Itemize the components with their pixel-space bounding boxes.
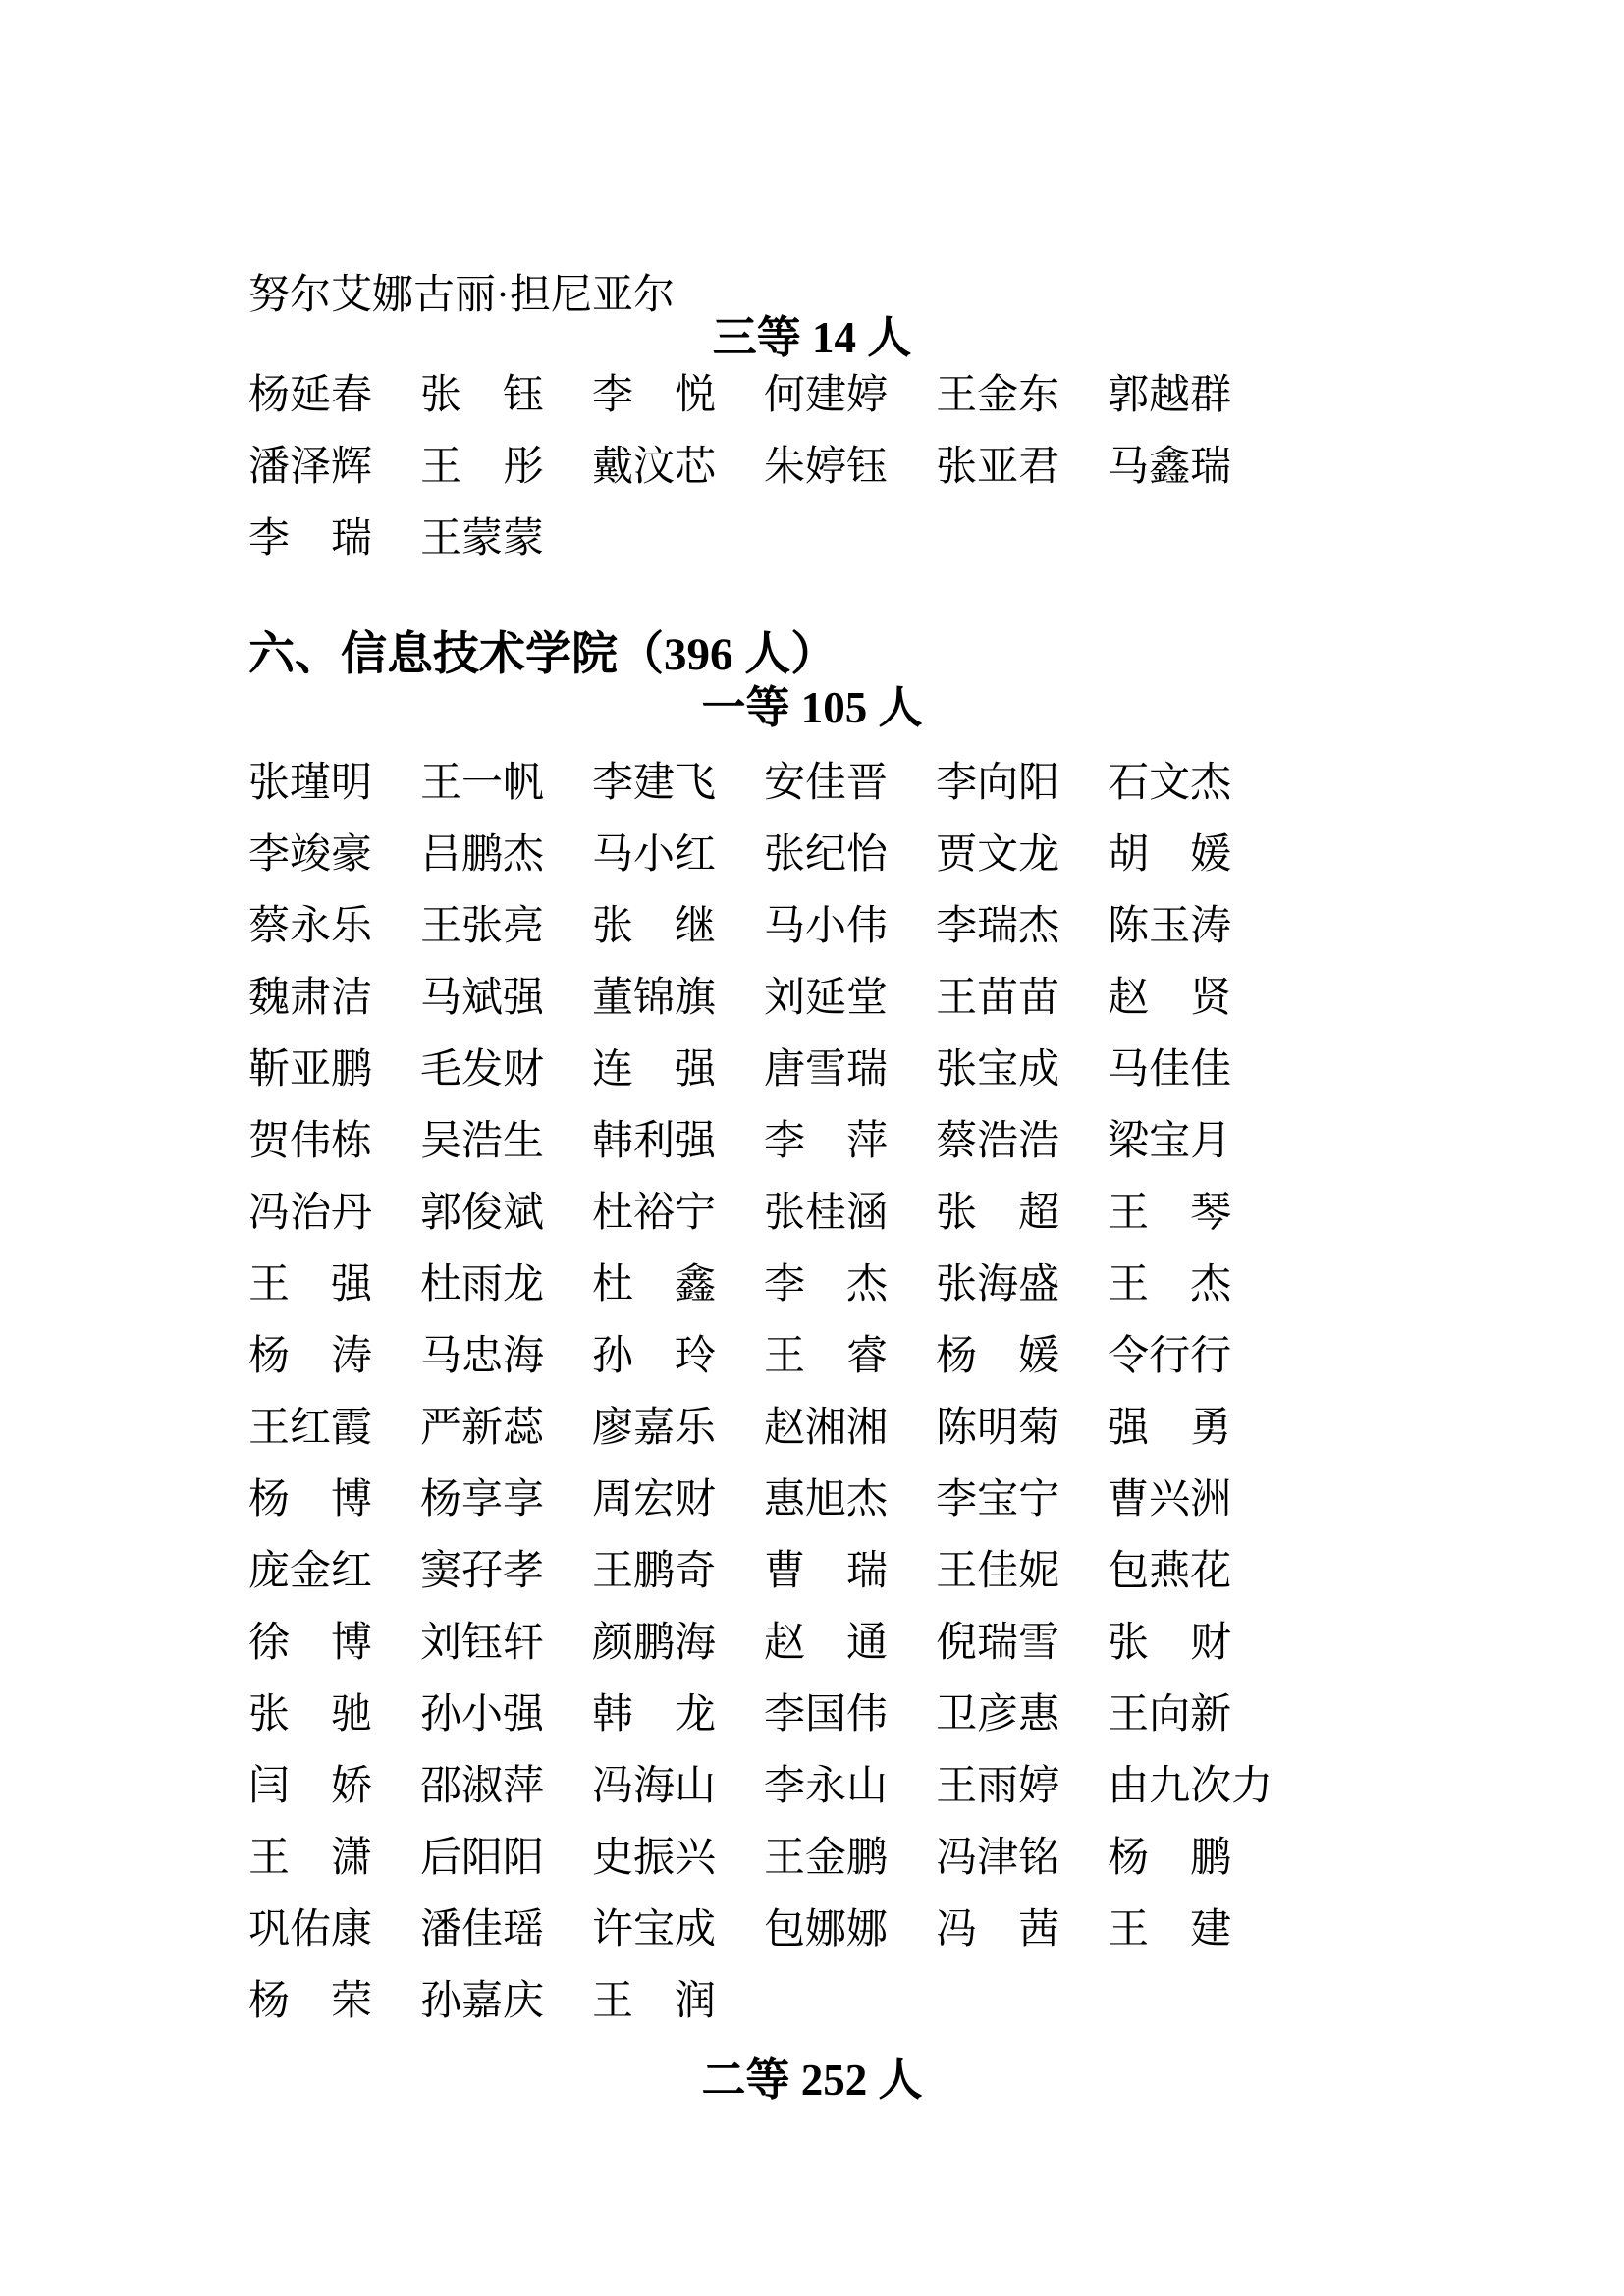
person-name: 陈明菊	[936, 1406, 1060, 1451]
person-name: 毛发财	[420, 1047, 545, 1093]
person-name: 严新蕊	[420, 1406, 545, 1451]
person-name: 石文杰	[1108, 761, 1232, 806]
person-name: 徐 博	[248, 1621, 373, 1666]
person-name: 张 钰	[420, 373, 545, 418]
person-name: 蔡永乐	[248, 904, 373, 949]
person-name: 张 驰	[248, 1692, 373, 1737]
second-class-heading: 二等 252 人	[701, 2056, 923, 2105]
person-name: 吴浩生	[420, 1119, 545, 1164]
person-name: 马小伟	[764, 904, 889, 949]
person-name: 连 强	[592, 1047, 717, 1093]
person-name: 冯治丹	[248, 1191, 373, 1236]
first-class-name-row	[248, 976, 1231, 1021]
person-name: 戴汶芯	[592, 445, 717, 490]
first-class-name-row	[248, 1262, 1231, 1308]
person-name: 令行行	[1108, 1334, 1232, 1379]
person-name: 李竣豪	[248, 832, 373, 878]
first-class-name-row	[248, 1692, 1231, 1737]
person-name: 邵淑萍	[420, 1764, 545, 1809]
third-class-name-row	[248, 373, 1231, 418]
person-name: 惠旭杰	[764, 1477, 889, 1522]
person-name: 张 财	[1108, 1621, 1232, 1666]
person-name: 王 睿	[764, 1334, 889, 1379]
person-name: 冯津铭	[936, 1836, 1060, 1881]
person-name: 郭俊斌	[420, 1191, 545, 1236]
person-name: 周宏财	[592, 1477, 717, 1522]
person-name: 李瑞杰	[936, 904, 1060, 949]
person-name: 杨 涛	[248, 1334, 373, 1379]
person-name: 张宝成	[936, 1047, 1060, 1093]
person-name: 马忠海	[420, 1334, 545, 1379]
person-name: 潘佳瑶	[420, 1907, 545, 1952]
person-name: 贺伟栋	[248, 1119, 373, 1164]
person-name: 孙 玲	[592, 1334, 717, 1379]
person-name: 倪瑞雪	[936, 1621, 1060, 1666]
person-name: 王鹏奇	[592, 1549, 717, 1594]
person-name: 冯海山	[592, 1764, 717, 1809]
person-name: 包燕花	[1108, 1549, 1232, 1594]
person-name: 王 琴	[1108, 1191, 1232, 1236]
first-class-name-row	[248, 761, 1231, 806]
person-name: 杜 鑫	[592, 1262, 717, 1308]
person-name: 吕鹏杰	[420, 832, 545, 878]
person-name: 张桂涵	[764, 1191, 889, 1236]
person-name: 赵 通	[764, 1621, 889, 1666]
first-class-name-row	[248, 1334, 1231, 1379]
person-name: 杨 荣	[248, 1979, 373, 2024]
person-name: 颜鹏海	[592, 1621, 717, 1666]
first-class-name-row	[248, 1406, 1231, 1451]
leading-name: 努尔艾娜古丽·担尼亚尔	[248, 273, 675, 318]
person-name: 杜雨龙	[420, 1262, 545, 1308]
person-name: 马斌强	[420, 976, 545, 1021]
person-name: 强 勇	[1108, 1406, 1232, 1451]
college-heading: 六、信息技术学院（396 人）	[248, 629, 838, 680]
person-name: 梁宝月	[1108, 1119, 1232, 1164]
person-name: 王苗苗	[936, 976, 1060, 1021]
first-class-name-row	[248, 832, 1231, 878]
person-name: 张瑾明	[248, 761, 373, 806]
person-name: 孙嘉庆	[420, 1979, 545, 2024]
first-class-name-row	[248, 1979, 716, 2024]
person-name: 孙小强	[420, 1692, 545, 1737]
first-class-name-row	[248, 1047, 1231, 1093]
person-name: 曹兴洲	[1108, 1477, 1232, 1522]
person-name: 杨 媛	[936, 1334, 1060, 1379]
person-name: 陈玉涛	[1108, 904, 1232, 949]
person-name: 靳亚鹏	[248, 1047, 373, 1093]
first-class-name-row	[248, 1549, 1231, 1594]
person-name: 张亚君	[936, 445, 1060, 490]
person-name: 王雨婷	[936, 1764, 1060, 1809]
person-name: 廖嘉乐	[592, 1406, 717, 1451]
person-name: 朱婷钰	[764, 445, 889, 490]
person-name: 魏肃洁	[248, 976, 373, 1021]
first-class-name-row	[248, 1621, 1231, 1666]
person-name: 李宝宁	[936, 1477, 1060, 1522]
person-name: 赵湘湘	[764, 1406, 889, 1451]
person-name: 李 萍	[764, 1119, 889, 1164]
person-name: 郭越群	[1108, 373, 1232, 418]
person-name: 杨享享	[420, 1477, 545, 1522]
person-name: 蔡浩浩	[936, 1119, 1060, 1164]
person-name: 韩利强	[592, 1119, 717, 1164]
person-name: 王 彤	[420, 445, 545, 490]
person-name: 庞金红	[248, 1549, 373, 1594]
person-name: 张 继	[592, 904, 717, 949]
person-name: 李国伟	[764, 1692, 889, 1737]
person-name: 巩佑康	[248, 1907, 373, 1952]
person-name: 杨 鹏	[1108, 1836, 1232, 1881]
person-name: 何建婷	[764, 373, 889, 418]
person-name: 赵 贤	[1108, 976, 1232, 1021]
person-name: 史振兴	[592, 1836, 717, 1881]
person-name: 王 杰	[1108, 1262, 1232, 1308]
person-name: 潘泽辉	[248, 445, 373, 490]
third-class-name-row	[248, 516, 544, 561]
person-name: 安佳晋	[764, 761, 889, 806]
person-name: 马鑫瑞	[1108, 445, 1232, 490]
first-class-name-row	[248, 1907, 1231, 1952]
person-name: 王金东	[936, 373, 1060, 418]
person-name: 刘钰轩	[420, 1621, 545, 1666]
person-name: 王 润	[592, 1979, 717, 2024]
person-name: 杨延春	[248, 373, 373, 418]
person-name: 韩 龙	[592, 1692, 717, 1737]
first-class-name-row	[248, 1477, 1231, 1522]
first-class-heading: 一等 105 人	[701, 683, 923, 732]
person-name: 闫 娇	[248, 1764, 373, 1809]
person-name: 包娜娜	[764, 1907, 889, 1952]
person-name: 曹 瑞	[764, 1549, 889, 1594]
person-name: 许宝成	[592, 1907, 717, 1952]
person-name: 王佳妮	[936, 1549, 1060, 1594]
third-class-heading: 三等 14 人	[712, 313, 912, 362]
person-name: 后阳阳	[420, 1836, 545, 1881]
person-name: 张 超	[936, 1191, 1060, 1236]
person-name: 王 建	[1108, 1907, 1232, 1952]
person-name: 王一帆	[420, 761, 545, 806]
third-class-name-row	[248, 445, 1231, 490]
person-name: 马佳佳	[1108, 1047, 1232, 1093]
person-name: 胡 媛	[1108, 832, 1232, 878]
person-name: 李 悦	[592, 373, 717, 418]
first-class-name-row	[248, 1764, 1272, 1809]
person-name: 李 杰	[764, 1262, 889, 1308]
person-name: 李建飞	[592, 761, 717, 806]
person-name: 窦孖孝	[420, 1549, 545, 1594]
person-name: 王张亮	[420, 904, 545, 949]
person-name: 张纪怡	[764, 832, 889, 878]
person-name: 张海盛	[936, 1262, 1060, 1308]
first-class-name-row	[248, 1836, 1231, 1881]
person-name: 唐雪瑞	[764, 1047, 889, 1093]
person-name: 冯 茜	[936, 1907, 1060, 1952]
person-name: 王向新	[1108, 1692, 1232, 1737]
person-name: 王红霞	[248, 1406, 373, 1451]
person-name: 李 瑞	[248, 516, 373, 561]
person-name: 李向阳	[936, 761, 1060, 806]
person-name: 董锦旗	[592, 976, 717, 1021]
person-name: 王金鹏	[764, 1836, 889, 1881]
person-name: 王 强	[248, 1262, 373, 1308]
person-name: 马小红	[592, 832, 717, 878]
person-name: 王 潇	[248, 1836, 373, 1881]
person-name: 卫彦惠	[936, 1692, 1060, 1737]
person-name: 由九次力	[1108, 1764, 1273, 1809]
person-name: 杨 博	[248, 1477, 373, 1522]
person-name: 刘延堂	[764, 976, 889, 1021]
person-name: 王蒙蒙	[420, 516, 545, 561]
first-class-name-row	[248, 1191, 1231, 1236]
person-name: 贾文龙	[936, 832, 1060, 878]
person-name: 杜裕宁	[592, 1191, 717, 1236]
first-class-name-row	[248, 904, 1231, 949]
person-name: 李永山	[764, 1764, 889, 1809]
first-class-name-row	[248, 1119, 1231, 1164]
